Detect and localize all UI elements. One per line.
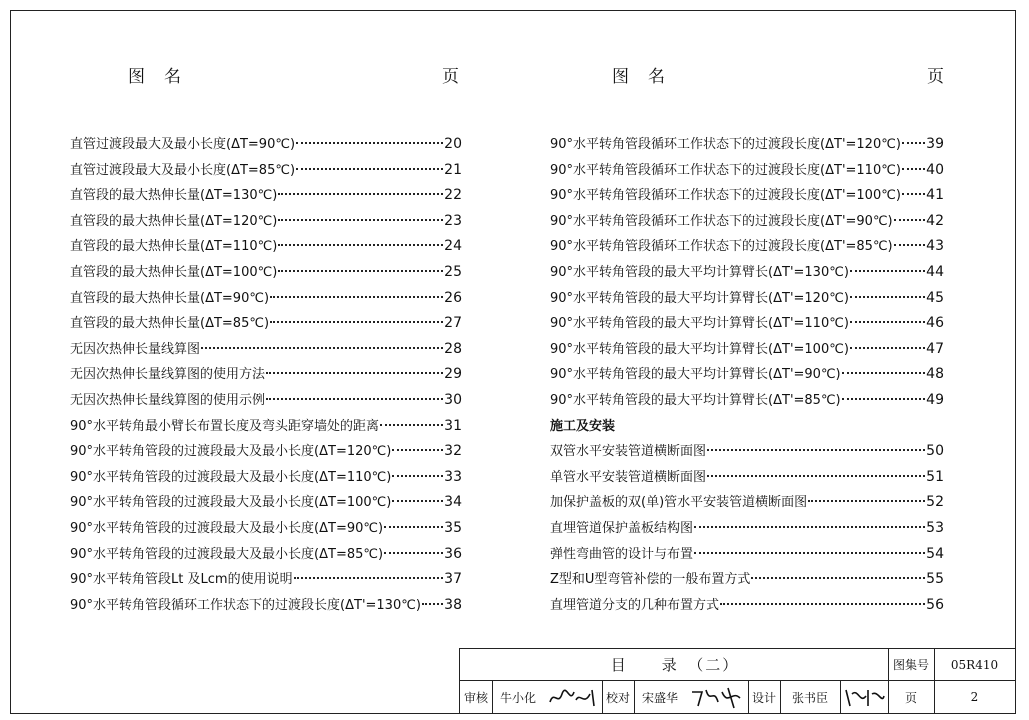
- toc-entry-page: 39: [926, 136, 944, 152]
- toc-entry: [70, 287, 462, 313]
- toc-entry-page: 33: [444, 468, 462, 485]
- toc-entry-title: 90°水平转角管段的过渡段最大及最小长度(ΔT=110℃): [70, 469, 392, 485]
- toc-entry-title: 90°水平转角最小臂长布置长度及弯头距穿墙处的距离: [70, 418, 380, 434]
- toc-entry-page: 51: [926, 468, 944, 485]
- toc-left-column: [70, 133, 462, 619]
- toc-entry-title: 直管段的最大热伸长量(ΔT=130℃): [70, 188, 278, 204]
- toc-entry: [550, 312, 944, 338]
- toc-leader-dots: [294, 577, 444, 579]
- toc-leader-dots: [384, 552, 443, 554]
- toc-entry: [550, 466, 944, 492]
- toc-entry-title: 直管段的最大热伸长量(ΔT=110℃): [70, 239, 278, 255]
- toc-entry: [550, 491, 944, 517]
- toc-leader-dots: [380, 424, 443, 426]
- toc-entry: [550, 594, 944, 620]
- toc-leader-dots: [842, 398, 926, 400]
- toc-entry-page: 27: [444, 315, 462, 332]
- toc-leader-dots: [894, 244, 926, 246]
- toc-entry-title: 直管过渡段最大及最小长度(ΔT=85℃): [70, 162, 296, 178]
- toc-entry: [70, 491, 462, 517]
- atlas-label: 图集号: [892, 658, 929, 672]
- toc-entry-title: 90°水平转角管段循环工作状态下的过渡段长度(ΔT'=130℃): [70, 597, 421, 613]
- reviewer-signature: [546, 684, 600, 710]
- atlas-number: 05R410: [950, 657, 999, 672]
- toc-entry-page: 46: [926, 315, 944, 332]
- toc-entry: [550, 568, 944, 594]
- toc-entry-title: 90°水平转角管段的最大平均计算臂长(ΔT'=100℃): [550, 341, 849, 357]
- toc-entry-page: 26: [444, 289, 462, 306]
- toc-leader-dots: [902, 193, 925, 195]
- page-label: 页: [904, 690, 917, 705]
- toc-entry: [550, 159, 944, 185]
- toc-leader-dots: [707, 475, 925, 477]
- toc-entry-page: 34: [444, 494, 462, 511]
- reviewer-name: 牛小化: [499, 690, 536, 705]
- toc-leader-dots: [902, 142, 925, 144]
- toc-entry-title: 加保护盖板的双(单)管水平安装管道横断面图: [550, 495, 808, 511]
- toc-entry: [550, 440, 944, 466]
- toc-leader-dots: [850, 321, 925, 323]
- toc-leader-dots: [694, 526, 925, 528]
- toc-entry-title: 无因次热伸长量线算图的使用示例: [70, 392, 266, 408]
- toc-entry-page: 23: [444, 212, 462, 229]
- toc-entry-title: 无因次热伸长量线算图: [70, 341, 201, 357]
- toc-entry-page: 52: [926, 494, 944, 511]
- toc-leader-dots: [720, 603, 925, 605]
- toc-entry: [70, 235, 462, 261]
- toc-entry-page: 42: [926, 212, 944, 229]
- toc-leader-dots: [392, 475, 443, 477]
- toc-leader-dots: [278, 270, 443, 272]
- toc-leader-dots: [707, 449, 925, 451]
- toc-entry: [70, 568, 462, 594]
- toc-entry: [550, 235, 944, 261]
- toc-entry-title: 90°水平转角管段的过渡段最大及最小长度(ΔT=100℃): [70, 495, 392, 511]
- design-label: 设计: [751, 690, 776, 705]
- toc-leader-dots: [842, 372, 926, 374]
- toc-entry-page: 31: [444, 417, 462, 434]
- toc-leader-dots: [201, 347, 443, 349]
- drawing-title: 目 录 （二）: [610, 656, 740, 674]
- toc-entry: [550, 133, 944, 159]
- toc-leader-dots: [694, 552, 925, 554]
- checker-name: 宋盛华: [641, 690, 678, 705]
- left-column-header-title: 图 名: [128, 67, 182, 87]
- toc-entry-title: Z型和U型弯管补偿的一般布置方式: [550, 572, 751, 588]
- toc-entry-title: 直埋管道保护盖板结构图: [550, 520, 694, 536]
- toc-entry: [70, 159, 462, 185]
- toc-entry: [70, 210, 462, 236]
- toc-entry-title: 直管段的最大热伸长量(ΔT=85℃): [70, 316, 270, 332]
- review-label: 审核: [463, 690, 488, 705]
- toc-entry: [70, 389, 462, 415]
- toc-entry-title: 直埋管道分支的几种布置方式: [550, 597, 720, 613]
- toc-entry-title: 双管水平安装管道横断面图: [550, 444, 707, 460]
- toc-entry: [550, 261, 944, 287]
- toc-entry-title: 90°水平转角管段的最大平均计算臂长(ΔT'=85℃): [550, 392, 841, 408]
- toc-entry-title: 直管段的最大热伸长量(ΔT=100℃): [70, 264, 278, 280]
- toc-entry: [70, 517, 462, 543]
- toc-leader-dots: [384, 526, 443, 528]
- toc-entry-page: 50: [926, 443, 944, 460]
- toc-entry: [70, 338, 462, 364]
- toc-entry: [550, 210, 944, 236]
- toc-entry: [70, 440, 462, 466]
- toc-entry-title: 90°水平转角管段的过渡段最大及最小长度(ΔT=120℃): [70, 444, 392, 460]
- toc-entry-page: 49: [926, 391, 944, 408]
- toc-entry-page: 45: [926, 289, 944, 306]
- toc-entry: [70, 363, 462, 389]
- toc-entry: [70, 184, 462, 210]
- toc-entry: [550, 543, 944, 569]
- toc-entry: [550, 517, 944, 543]
- toc-entry-page: 37: [444, 571, 462, 588]
- toc-entry: [70, 466, 462, 492]
- toc-entry: [550, 389, 944, 415]
- toc-entry-page: 55: [926, 571, 944, 588]
- toc-entry-page: 53: [926, 519, 944, 536]
- toc-entry-page: 35: [444, 519, 462, 536]
- toc-entry: [70, 312, 462, 338]
- designer-name: 张书臣: [791, 690, 828, 705]
- toc-entry-page: 48: [926, 366, 944, 383]
- toc-entry-page: 44: [926, 263, 944, 280]
- toc-entry: [70, 133, 462, 159]
- toc-entry-title: 直管过渡段最大及最小长度(ΔT=90℃): [70, 137, 296, 152]
- toc-entry-page: 40: [926, 161, 944, 178]
- toc-leader-dots: [392, 449, 443, 451]
- toc-leader-dots: [894, 219, 926, 221]
- toc-entry-title: 90°水平转角管段循环工作状态下的过渡段长度(ΔT'=120℃): [550, 137, 901, 152]
- toc-entry-title: 弹性弯曲管的设计与布置: [550, 546, 694, 562]
- toc-entry-page: 32: [444, 443, 462, 460]
- toc-entry-title: 90°水平转角管段循环工作状态下的过渡段长度(ΔT'=110℃): [550, 162, 901, 178]
- toc-entry-title: 90°水平转角管段Lt 及Lcm的使用说明: [70, 572, 293, 588]
- toc-leader-dots: [850, 296, 925, 298]
- toc-entry-page: 54: [926, 545, 944, 562]
- toc-entry-page: 41: [926, 187, 944, 204]
- toc-leader-dots: [850, 347, 925, 349]
- toc-entry-page: 38: [444, 596, 462, 613]
- toc-leader-dots: [270, 321, 443, 323]
- toc-leader-dots: [392, 500, 443, 502]
- toc-entry-title: 90°水平转角管段的最大平均计算臂长(ΔT'=110℃): [550, 316, 849, 332]
- toc-entry-title: 90°水平转角管段循环工作状态下的过渡段长度(ΔT'=100℃): [550, 188, 901, 204]
- check-label: 校对: [605, 690, 630, 705]
- toc-leader-dots: [850, 270, 925, 272]
- toc-entry-title: 直管段的最大热伸长量(ΔT=120℃): [70, 213, 278, 229]
- toc-entry-page: 30: [444, 391, 462, 408]
- toc-leader-dots: [266, 398, 443, 400]
- toc-entry: [550, 287, 944, 313]
- toc-entry-page: 36: [444, 545, 462, 562]
- toc-leader-dots: [270, 296, 443, 298]
- toc-entry-page: 29: [444, 366, 462, 383]
- toc-entry-title: 90°水平转角管段循环工作状态下的过渡段长度(ΔT'=90℃): [550, 213, 893, 229]
- toc-entry-title: 90°水平转角管段的过渡段最大及最小长度(ΔT=90℃): [70, 520, 384, 536]
- toc-leader-dots: [266, 372, 443, 374]
- toc-entry: [70, 415, 462, 441]
- toc-entry-page: 25: [444, 263, 462, 280]
- toc-leader-dots: [296, 168, 443, 170]
- toc-entry-title: 90°水平转角管段的过渡段最大及最小长度(ΔT=85℃): [70, 546, 384, 562]
- toc-entry-page: 28: [444, 340, 462, 357]
- toc-entry: [70, 261, 462, 287]
- right-column-header-page: 页: [927, 67, 945, 87]
- designer-signature: [842, 684, 888, 710]
- toc-entry-title: 无因次热伸长量线算图的使用方法: [70, 367, 266, 383]
- toc-entry-page: 22: [444, 187, 462, 204]
- toc-entry: [550, 184, 944, 210]
- toc-entry-title: 90°水平转角管段的最大平均计算臂长(ΔT'=120℃): [550, 290, 849, 306]
- toc-leader-dots: [808, 500, 925, 502]
- page-number: 2: [970, 690, 979, 704]
- toc-leader-dots: [422, 603, 443, 605]
- toc-entry-page: 47: [926, 340, 944, 357]
- toc-entry-title: 施工及安装: [550, 418, 616, 434]
- toc-entry-title: 90°水平转角管段的最大平均计算臂长(ΔT'=90℃): [550, 367, 841, 383]
- toc-entry-page: 43: [926, 238, 944, 255]
- toc-entry-title: 90°水平转角管段循环工作状态下的过渡段长度(ΔT'=85℃): [550, 239, 893, 255]
- toc-leader-dots: [278, 193, 443, 195]
- toc-leader-dots: [902, 168, 925, 170]
- toc-entry-title: 直管段的最大热伸长量(ΔT=90℃): [70, 290, 270, 306]
- toc-leader-dots: [296, 142, 443, 144]
- left-column-header-page: 页: [442, 67, 460, 87]
- right-column-header-title: 图 名: [612, 67, 666, 87]
- toc-entry-page: 21: [444, 161, 462, 178]
- toc-entry-title: 单管水平安装管道横断面图: [550, 469, 707, 485]
- toc-entry-title: 90°水平转角管段的最大平均计算臂长(ΔT'=130℃): [550, 264, 849, 280]
- checker-signature: [688, 684, 746, 710]
- toc-entry-page: 56: [926, 596, 944, 613]
- toc-leader-dots: [278, 219, 443, 221]
- toc-entry: [70, 594, 462, 620]
- toc-entry: [550, 338, 944, 364]
- toc-leader-dots: [751, 577, 925, 579]
- title-block: [459, 648, 1015, 713]
- toc-entry-page: 20: [444, 136, 462, 152]
- toc-entry-page: 24: [444, 238, 462, 255]
- toc-section-heading: [550, 415, 944, 441]
- toc-entry: [70, 543, 462, 569]
- toc-leader-dots: [278, 244, 443, 246]
- toc-right-column: [550, 133, 944, 619]
- toc-entry: [550, 363, 944, 389]
